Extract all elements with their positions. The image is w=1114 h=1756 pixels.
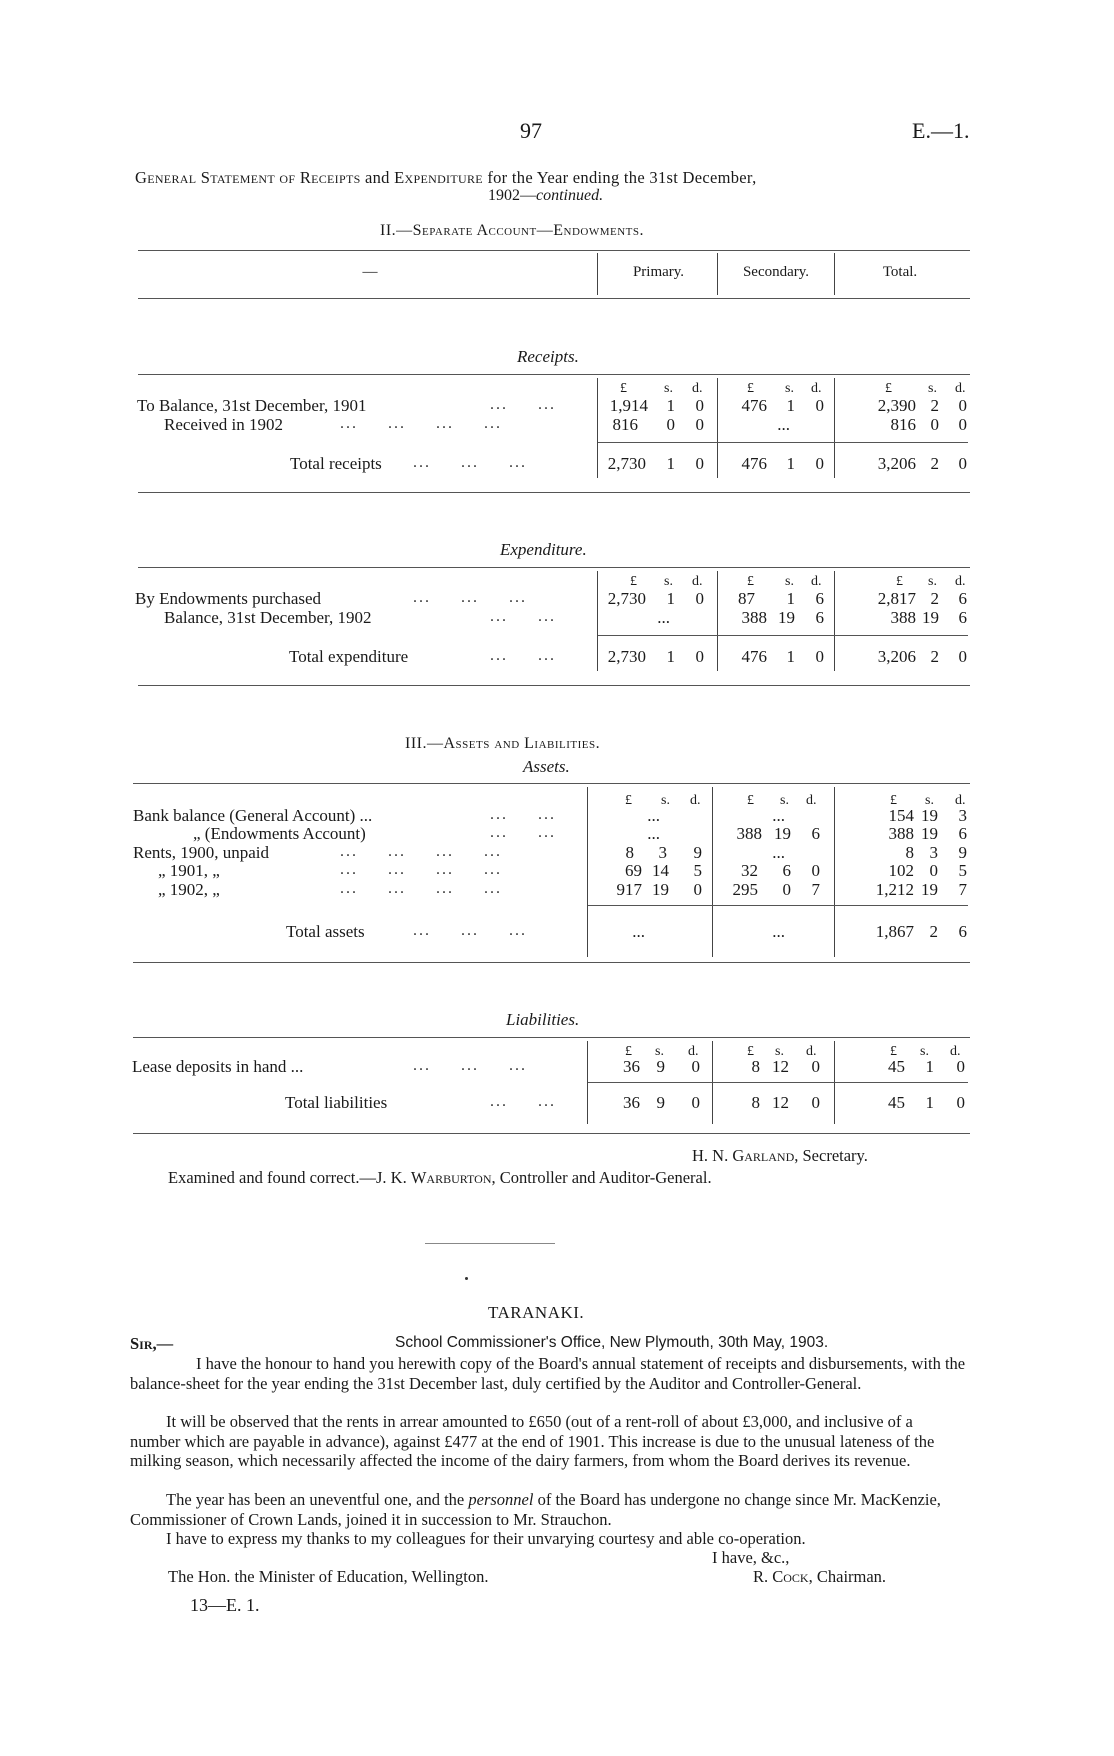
cell-pounds: 917 [616,880,642,899]
unit-d: d. [688,1044,699,1059]
cell-pounds: 476 [741,454,767,473]
rule [598,635,968,636]
cell-shillings: 1 [666,396,675,415]
row-label: Balance, 31st December, 1902 [164,608,372,627]
cell-shillings: 1 [925,1057,934,1076]
title-year: 1902— [488,187,536,204]
cell-shillings: 9 [656,1057,665,1076]
row-label: Received in 1902 [164,415,283,434]
cell-shillings: 19 [922,608,939,627]
secretary-name: H. N. Garland [692,1146,795,1165]
col-divider [834,571,835,671]
cell-shillings: 1 [786,647,795,666]
unit-pound: £ [625,793,632,808]
cell-pounds: 45 [888,1057,905,1076]
total-label: Total liabilities [285,1093,388,1112]
letter-paragraph-4: I have to express my thanks to my colleagues for their unvarying courtesy and able co-operation. [166,1529,806,1548]
cell-pounds: 8 [751,1057,760,1076]
section-heading-endowments: II.—Separate Account—Endowments. [380,222,644,239]
cell-pence: 9 [693,843,702,862]
unit-s: s. [775,1044,784,1059]
cell-shillings: 19 [921,880,938,899]
cell-shillings: 12 [772,1057,789,1076]
cell-pence: 0 [811,861,820,880]
unit-pound: £ [896,574,903,589]
cell-pence: 0 [958,415,967,434]
unit-d: d. [692,574,703,589]
cell-shillings: 2 [930,454,939,473]
cell-pounds: 816 [612,415,638,434]
unit-s: s. [655,1044,664,1059]
col-header-primary: Primary. [632,264,685,280]
rule [598,442,968,443]
unit-pound: £ [625,1044,632,1059]
leader-dots: ... ... ... ... [340,880,502,897]
letter-salutation: Sir,— [130,1334,174,1353]
unit-pound: £ [885,381,892,396]
cell-pounds: 8 [751,1093,760,1112]
cell-pounds: 476 [741,647,767,666]
cell-pence: 7 [811,880,820,899]
unit-pound: £ [747,793,754,808]
cell-pence: 0 [811,1093,820,1112]
title-pre: General Statement of [135,168,296,187]
unit-d: d. [806,1044,817,1059]
letter-address: School Commissioner's Office, New Plymouth, 30th May, 1903. [395,1334,829,1351]
rule [133,1133,970,1134]
cell-pence: 0 [695,415,704,434]
cell-pence: 3 [958,806,967,825]
cell-blank: ... [647,806,660,825]
rule [138,374,970,375]
cell-pence: 0 [695,454,704,473]
cell-blank: ... [777,415,790,434]
rule [588,1082,968,1083]
cell-pence: 0 [956,1093,965,1112]
col-divider [717,571,718,671]
cell-pence: 6 [815,608,824,627]
cell-shillings: 3 [658,843,667,862]
letter-closing: I have, &c., [712,1548,790,1567]
row-label: „ (Endowments Account) [193,824,366,843]
cell-pounds: 3,206 [877,647,916,666]
cell-shillings: 0 [929,861,938,880]
cell-shillings: 1 [786,396,795,415]
unit-s: s. [785,574,794,589]
cell-pence: 0 [695,396,704,415]
cell-shillings: 0 [782,880,791,899]
cell-blank: ... [632,922,645,941]
unit-pound: £ [747,381,754,396]
unit-s: s. [920,1044,929,1059]
cell-pence: 0 [691,1093,700,1112]
cell-pence: 0 [695,589,704,608]
cell-pounds: 388 [890,608,916,627]
cell-blank: ... [647,824,660,843]
letter-paragraph-2: It will be observed that the rents in arrear amounted to £650 (out of a rent-roll of about £3,000, and inclusive of a number which are payable in advance), against £477 at the end of 1901. This increase is due to the unusual lateness of the milking season, which necessarily affected the income of the dairy farmers, from whom the Board derives its revenue. [130,1412,935,1470]
section-heading-assets-liabilities: III.—Assets and Liabilities. [405,735,601,752]
cell-pounds: 388 [736,824,762,843]
cell-pence: 6 [958,589,967,608]
rule [138,567,970,568]
letter-heading: TARANAKI. [488,1303,585,1322]
liabilities-heading: Liabilities. [506,1010,580,1029]
cell-shillings: 9 [656,1093,665,1112]
unit-s: s. [661,793,670,808]
leader-dots: ... ... ... ... [340,843,502,860]
cell-pounds: 2,730 [607,647,646,666]
unit-d: d. [806,793,817,808]
cell-shillings: 6 [782,861,791,880]
rule [138,492,970,493]
rule [133,962,970,963]
letter-paragraph-1: I have the honour to hand you herewith copy of the Board's annual statement of receipts and disbursements, with the balance-sheet for the year ending the 31st December last, duly certified by the Auditor and Controller-General. [130,1354,966,1393]
cell-pence: 0 [815,454,824,473]
examined-line [168,1168,712,1188]
unit-s: s. [664,574,673,589]
cell-pence: 0 [811,1057,820,1076]
rule [133,783,970,784]
cell-pounds: 1,212 [875,880,914,899]
cell-pounds: 816 [890,415,916,434]
cell-pounds: 388 [888,824,914,843]
total-label: Total expenditure [289,647,409,666]
cell-pence: 0 [695,647,704,666]
auditor-name: Warburton [410,1168,492,1187]
leader-dots: ... ... [490,1093,556,1110]
cell-pounds: 2,730 [607,589,646,608]
row-label: Bank balance (General Account) ... [133,806,373,825]
unit-s: s. [785,381,794,396]
cell-pence: 0 [691,1057,700,1076]
cell-pence: 0 [958,647,967,666]
cell-shillings: 12 [772,1093,789,1112]
cell-pounds: 2,730 [607,454,646,473]
unit-s: s. [925,793,934,808]
examined-post: , Controller and Auditor-General. [491,1168,712,1187]
title-expenditure: Expenditure [394,168,483,187]
unit-pound: £ [890,1044,897,1059]
cell-pence: 6 [958,922,967,941]
rule [133,1037,970,1038]
unit-pound: £ [620,381,627,396]
unit-d: d. [955,793,966,808]
unit-d: d. [811,574,822,589]
unit-pound: £ [890,793,897,808]
unit-pound: £ [747,574,754,589]
letter-addressee: The Hon. the Minister of Education, Wellington. [168,1567,489,1586]
row-label: Rents, 1900, unpaid [133,843,269,862]
cell-pence: 9 [958,843,967,862]
cell-pence: 6 [958,608,967,627]
row-label: To Balance, 31st December, 1901 [137,396,367,415]
document-ref: E.—1. [912,118,970,143]
p3-pre: The year has been an uneventful one, and the [166,1490,465,1509]
col-header-secondary: Secondary. [742,264,810,280]
examined-pre: Examined and found correct.—J. K. [168,1168,407,1187]
unit-d: d. [692,381,703,396]
leader-dots: ... ... [490,824,556,841]
unit-s: s. [928,381,937,396]
cell-pounds: 87 [738,589,755,608]
unit-pound: £ [747,1044,754,1059]
separator-rule [425,1243,555,1244]
cell-shillings: 19 [921,824,938,843]
rule [138,250,970,251]
cell-blank: ... [772,806,785,825]
rule [138,685,970,686]
signer-role: , Chairman. [808,1567,887,1586]
cell-shillings: 19 [652,880,669,899]
cell-pounds: 69 [625,861,642,880]
cell-shillings: 2 [930,396,939,415]
cell-pounds: 45 [888,1093,905,1112]
cell-shillings: 2 [929,922,938,941]
unit-pound: £ [630,574,637,589]
cell-pence: 0 [958,454,967,473]
dot-mark [465,1277,468,1280]
cell-shillings: 2 [930,647,939,666]
leader-dots: ... ... ... [413,1057,527,1074]
rule [138,298,970,299]
expenditure-heading: Expenditure. [500,540,587,559]
cell-pounds: 36 [623,1057,640,1076]
cell-blank: ... [657,608,670,627]
letter-paragraph-3 [130,1490,966,1529]
cell-shillings: 0 [666,415,675,434]
unit-d: d. [950,1044,961,1059]
leader-dots: ... ... ... [413,454,527,471]
leader-dots: ... ... ... [413,589,527,606]
total-label: Total receipts [290,454,382,473]
cell-pence: 6 [958,824,967,843]
leader-dots: ... ... [490,608,556,625]
cell-pounds: 388 [741,608,767,627]
cell-shillings: 19 [774,824,791,843]
secretary-signature [692,1146,868,1166]
title-post: for the Year ending the 31st December, [487,168,757,187]
col-divider [597,253,598,295]
cell-shillings: 19 [778,608,795,627]
cell-pence: 0 [693,880,702,899]
assets-heading: Assets. [523,757,570,776]
cell-pence: 6 [811,824,820,843]
title-receipts: Receipts [299,168,361,187]
cell-shillings: 1 [925,1093,934,1112]
row-label: Lease deposits in hand ... [132,1057,304,1076]
col-header-blank: — [362,264,378,280]
col-divider [587,787,588,957]
cell-shillings: 1 [666,647,675,666]
cell-pence: 0 [958,396,967,415]
col-divider [717,378,718,478]
leader-dots: ... ... [490,806,556,823]
col-divider [712,787,713,957]
cell-pounds: 476 [741,396,767,415]
statement-title-line2 [488,187,603,205]
p3-post: of the Board has undergone no change since Mr. MacKenzie, Commissioner of Crown Lands, joined it in succession to Mr. Strauchon. [130,1490,941,1529]
statement-title [135,168,975,188]
cell-pence: 5 [693,861,702,880]
p3-italic: personnel [468,1490,534,1509]
cell-pounds: 154 [888,806,914,825]
leader-dots: ... ... ... ... [340,861,502,878]
title-and: and [365,168,390,187]
signer-name: R. Cock [753,1567,809,1586]
rule [588,905,968,906]
title-continued: continued. [536,187,604,204]
cell-pounds: 295 [732,880,758,899]
cell-pounds: 2,817 [877,589,916,608]
unit-s: s. [664,381,673,396]
leader-dots: ... ... ... [413,922,527,939]
cell-pence: 5 [958,861,967,880]
cell-pence: 0 [956,1057,965,1076]
row-label: „ 1901, „ [158,861,220,880]
cell-pounds: 36 [623,1093,640,1112]
cell-blank: ... [772,922,785,941]
row-label: „ 1902, „ [158,880,220,899]
cell-pounds: 8 [625,843,634,862]
receipts-heading: Receipts. [517,347,579,366]
footer-signature-mark: 13—E. 1. [190,1595,260,1615]
cell-pounds: 32 [741,861,758,880]
cell-pence: 0 [815,396,824,415]
cell-shillings: 1 [786,454,795,473]
unit-d: d. [690,793,701,808]
cell-pence: 6 [815,589,824,608]
unit-d: d. [811,381,822,396]
cell-shillings: 1 [786,589,795,608]
leader-dots: ... ... [490,647,556,664]
page-number: 97 [520,118,542,143]
unit-s: s. [928,574,937,589]
cell-shillings: 2 [930,589,939,608]
letter-signer [753,1567,886,1587]
cell-shillings: 14 [652,861,669,880]
cell-shillings: 1 [666,589,675,608]
cell-pounds: 8 [905,843,914,862]
total-label: Total assets [286,922,365,941]
leader-dots: ... ... ... ... [340,415,502,432]
cell-pence: 7 [958,880,967,899]
unit-s: s. [780,793,789,808]
cell-shillings: 0 [930,415,939,434]
cell-blank: ... [772,843,785,862]
cell-pence: 0 [815,647,824,666]
col-divider [834,787,835,957]
leader-dots: ... ... [490,396,556,413]
cell-pounds: 3,206 [877,454,916,473]
cell-pounds: 102 [888,861,914,880]
cell-pounds: 1,914 [609,396,648,415]
unit-d: d. [955,381,966,396]
row-label: By Endowments purchased [135,589,322,608]
col-header-total: Total. [882,264,918,280]
cell-pounds: 1,867 [875,922,914,941]
unit-d: d. [955,574,966,589]
cell-pounds: 2,390 [877,396,916,415]
cell-shillings: 1 [666,454,675,473]
secretary-role: , Secretary. [794,1146,868,1165]
cell-shillings: 19 [921,806,938,825]
col-divider [834,378,835,478]
cell-shillings: 3 [929,843,938,862]
